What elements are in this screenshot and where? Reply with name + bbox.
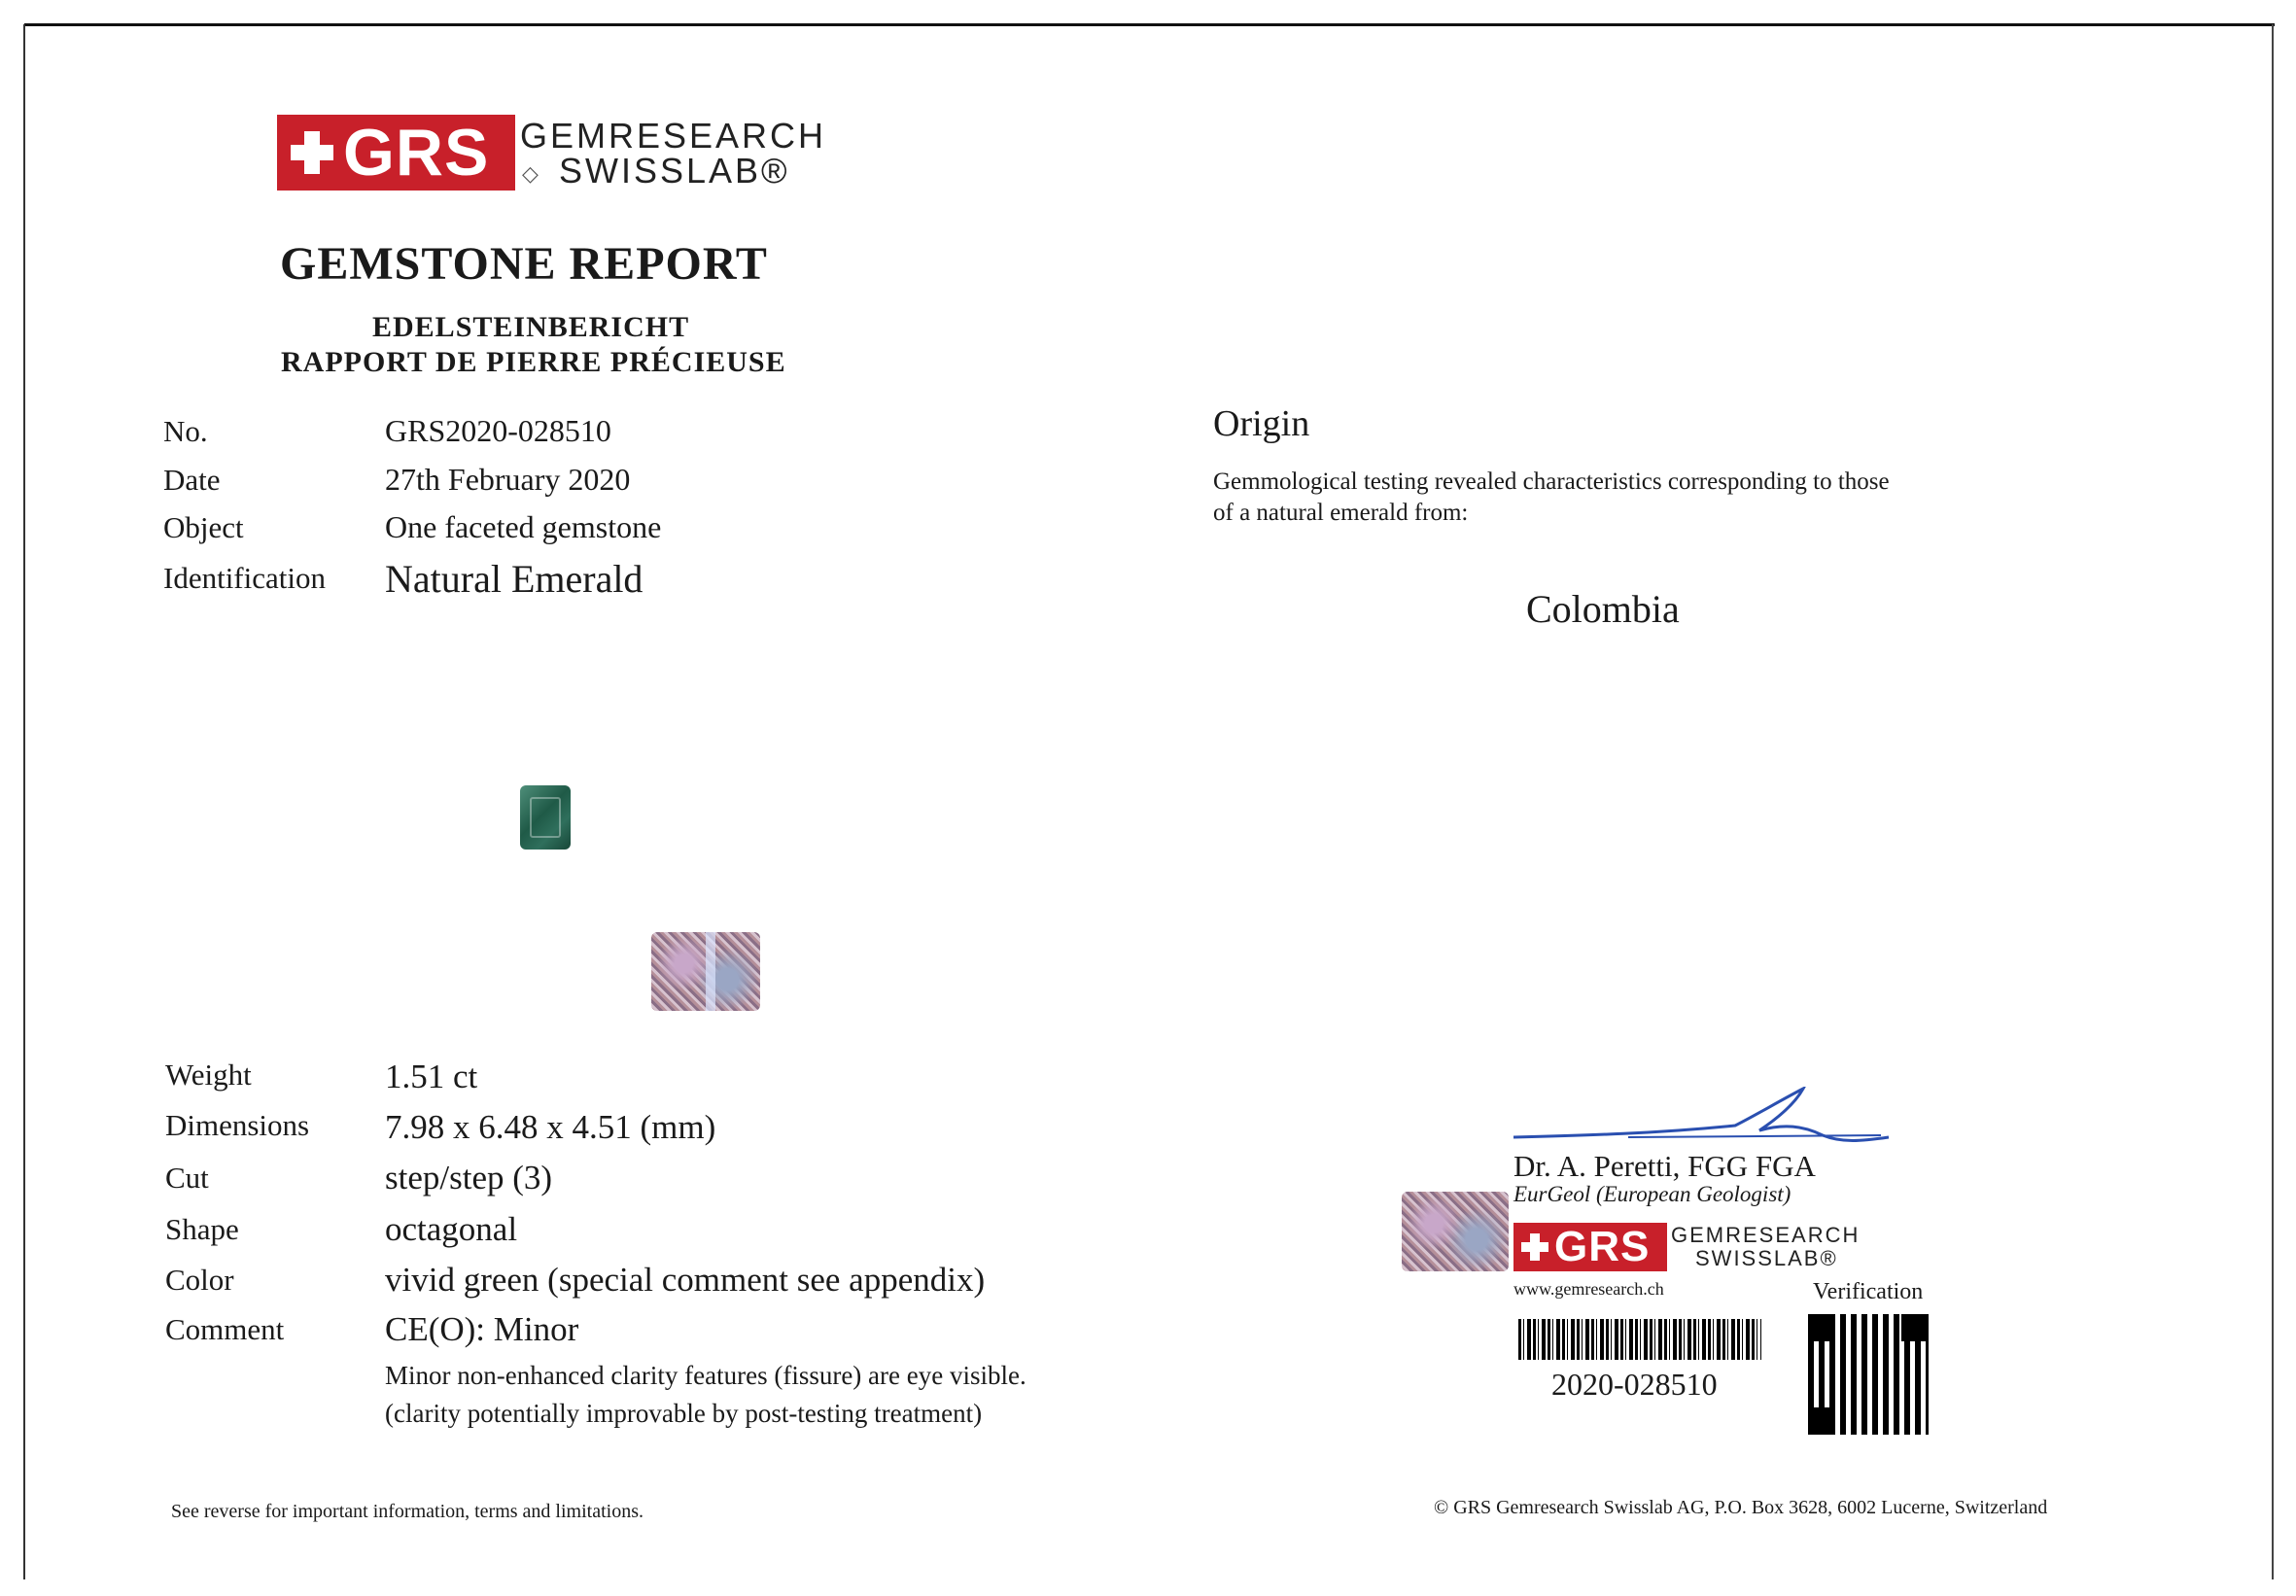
origin-text-line2: of a natural emerald from: bbox=[1213, 500, 1469, 526]
diamond-icon: ◇ bbox=[522, 161, 539, 186]
grs-logo bbox=[277, 115, 827, 191]
logo-grs-text-small: GRS bbox=[1554, 1223, 1651, 1270]
barcode bbox=[1518, 1319, 1761, 1360]
comment-note-2: (clarity potentially improvable by post-testing treatment) bbox=[385, 1399, 983, 1428]
frame-left-border bbox=[23, 24, 25, 1579]
prop-value-weight: 1.51 ct bbox=[385, 1058, 478, 1095]
grs-logo-small bbox=[1513, 1223, 1861, 1271]
detail-value-object: One faceted gemstone bbox=[385, 509, 662, 544]
origin-country: Colombia bbox=[1526, 587, 1680, 631]
prop-value-dimensions: 7.98 x 6.48 x 4.51 (mm) bbox=[385, 1108, 716, 1146]
detail-value-no: GRS2020-028510 bbox=[385, 413, 611, 448]
footer-left-note: See reverse for important information, terms and limitations. bbox=[171, 1501, 644, 1522]
barcode-number: 2020-028510 bbox=[1551, 1367, 1718, 1402]
detail-value-date: 27th February 2020 bbox=[385, 462, 631, 497]
report-subtitle-fr: RAPPORT DE PIERRE PRÉCIEUSE bbox=[281, 346, 786, 378]
detail-label-identification: Identification bbox=[163, 561, 326, 595]
footer-copyright: © GRS Gemresearch Swisslab AG, P.O. Box 3628, 6002 Lucerne, Switzerland bbox=[1434, 1497, 2048, 1518]
comment-note-1: Minor non-enhanced clarity features (fissure) are eye visible. bbox=[385, 1361, 1026, 1390]
detail-label-date: Date bbox=[163, 463, 221, 497]
signatory-name: Dr. A. Peretti, FGG FGA bbox=[1513, 1149, 1816, 1183]
prop-value-shape: octagonal bbox=[385, 1210, 518, 1248]
detail-value-identification: Natural Emerald bbox=[385, 557, 644, 601]
logo-gemresearch-text-small: GEMRESEARCH bbox=[1671, 1223, 1861, 1247]
origin-text-line1: Gemmological testing revealed characteristics corresponding to those bbox=[1213, 468, 1890, 495]
detail-label-no: No. bbox=[163, 414, 208, 448]
logo-swisslab-text-small: SWISSLAB® bbox=[1695, 1246, 1838, 1270]
prop-label-dimensions: Dimensions bbox=[165, 1108, 310, 1142]
prop-label-cut: Cut bbox=[165, 1161, 209, 1195]
swiss-cross-icon bbox=[291, 131, 333, 174]
logo-gemresearch-text: GEMRESEARCH bbox=[520, 116, 827, 156]
swiss-cross-icon bbox=[1521, 1233, 1548, 1261]
handwritten-signature bbox=[1512, 1087, 1891, 1147]
signatory-title: EurGeol (European Geologist) bbox=[1513, 1182, 1792, 1206]
prop-label-color: Color bbox=[165, 1263, 234, 1297]
hologram-seal-small bbox=[1402, 1192, 1509, 1271]
website-url: www.gemresearch.ch bbox=[1513, 1279, 1664, 1299]
qr-code[interactable] bbox=[1808, 1314, 1929, 1435]
detail-label-object: Object bbox=[163, 510, 244, 544]
verification-label: Verification bbox=[1813, 1279, 1924, 1304]
hologram-seal bbox=[651, 932, 760, 1011]
prop-value-comment: CE(O): Minor bbox=[385, 1310, 579, 1348]
prop-label-shape: Shape bbox=[165, 1212, 239, 1246]
report-title: GEMSTONE REPORT bbox=[280, 238, 768, 290]
prop-value-color: vivid green (special comment see appendix) bbox=[385, 1261, 986, 1299]
emerald-photo bbox=[520, 785, 571, 850]
logo-swisslab-text: SWISSLAB® bbox=[559, 151, 790, 191]
frame-right-border bbox=[2272, 24, 2274, 1579]
prop-label-weight: Weight bbox=[165, 1058, 252, 1092]
logo-grs-text: GRS bbox=[343, 116, 490, 190]
prop-value-cut: step/step (3) bbox=[385, 1159, 553, 1197]
origin-heading: Origin bbox=[1213, 403, 1310, 444]
report-subtitle-de: EDELSTEINBERICHT bbox=[372, 311, 690, 343]
prop-label-comment: Comment bbox=[165, 1312, 285, 1346]
frame-top-border bbox=[24, 23, 2275, 26]
